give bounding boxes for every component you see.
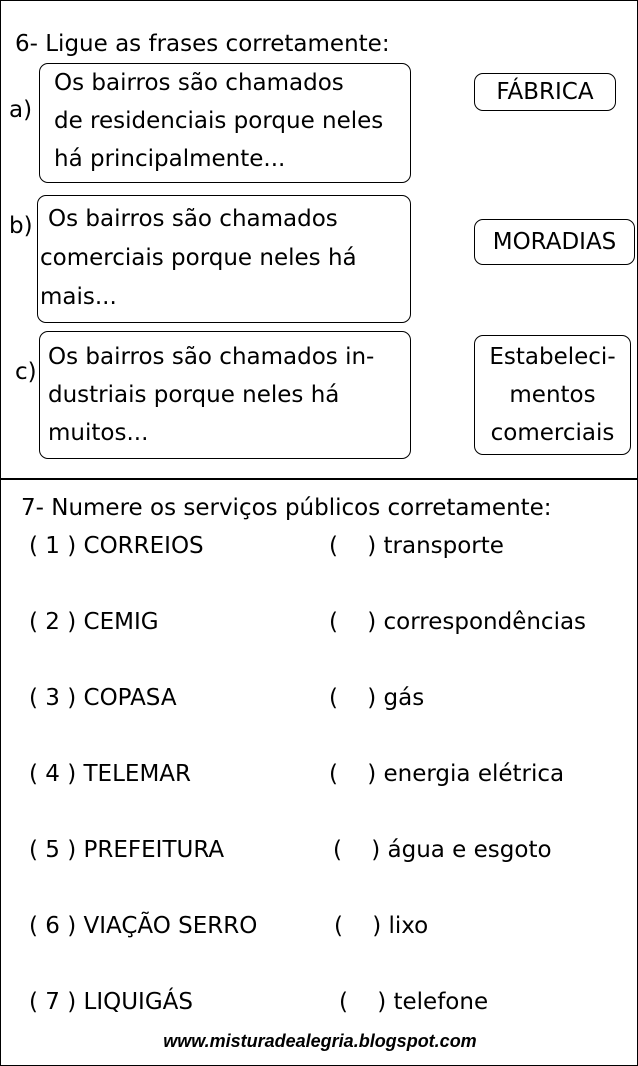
phrase-a-line-2: de residenciais porque neles bbox=[54, 108, 384, 134]
phrase-c-line-1: Os bairros são chamados in- bbox=[48, 344, 375, 370]
phrase-b-line-1: Os bairros são chamados bbox=[48, 206, 338, 232]
footer-url: www.misturadealegria.blogspot.com bbox=[163, 1031, 477, 1051]
answer-box-moradias bbox=[474, 219, 635, 265]
phrase-box-c bbox=[39, 331, 411, 459]
blank-lixo: ( ) lixo bbox=[334, 913, 429, 939]
service-3: ( 3 ) COPASA bbox=[29, 685, 177, 711]
blank-transporte: ( ) transporte bbox=[329, 533, 504, 559]
question-6-title: 6- Ligue as frases corretamente: bbox=[15, 31, 390, 57]
blank-energia: ( ) energia elétrica bbox=[329, 761, 565, 787]
service-1: ( 1 ) CORREIOS bbox=[29, 533, 204, 559]
answer-moradias: MORADIAS bbox=[492, 229, 617, 255]
section-divider bbox=[1, 478, 638, 480]
phrase-c-line-2: dustriais porque neles há bbox=[48, 382, 340, 408]
service-2: ( 2 ) CEMIG bbox=[29, 609, 159, 635]
phrase-c-line-3: muitos... bbox=[48, 420, 149, 446]
item-b-label: b) bbox=[9, 213, 33, 239]
answer-estabelecimentos-line-2: mentos bbox=[509, 382, 596, 408]
service-5: ( 5 ) PREFEITURA bbox=[29, 837, 225, 863]
service-4: ( 4 ) TELEMAR bbox=[29, 761, 191, 787]
answer-estabelecimentos-line-3: comerciais bbox=[490, 420, 615, 446]
item-a-label: a) bbox=[9, 97, 33, 123]
service-6: ( 6 ) VIAÇÃO SERRO bbox=[29, 913, 258, 939]
phrase-box-b bbox=[37, 195, 411, 323]
blank-gas: ( ) gás bbox=[329, 685, 425, 711]
answer-box-fabrica bbox=[474, 73, 616, 111]
item-c-label: c) bbox=[15, 359, 37, 385]
blank-correspondencias: ( ) correspondências bbox=[329, 609, 587, 635]
answer-estabelecimentos-line-1: Estabeleci- bbox=[489, 344, 616, 370]
phrase-box-a bbox=[39, 63, 411, 183]
phrase-a-line-1: Os bairros são chamados bbox=[54, 70, 344, 96]
answer-box-estabelecimentos bbox=[474, 335, 631, 455]
blank-agua-esgoto: ( ) água e esgoto bbox=[333, 837, 552, 863]
answer-fabrica: FÁBRICA bbox=[496, 79, 594, 105]
question-7-title: 7- Numere os serviços públicos corretamente: bbox=[21, 495, 552, 521]
phrase-b-line-2: comerciais porque neles há bbox=[40, 245, 357, 271]
phrase-a-line-3: há principalmente... bbox=[54, 146, 286, 172]
blank-telefone: ( ) telefone bbox=[339, 989, 489, 1015]
service-7: ( 7 ) LIQUIGÁS bbox=[29, 989, 193, 1015]
phrase-b-line-3: mais... bbox=[40, 284, 117, 310]
